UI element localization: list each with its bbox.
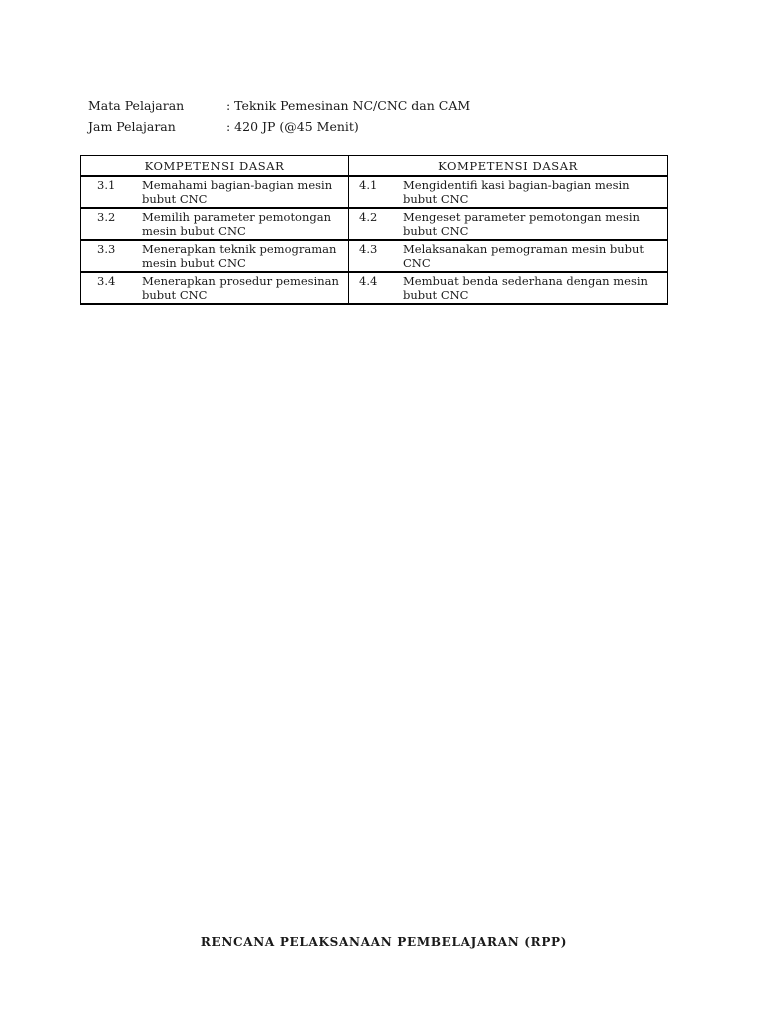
- competency-number: 4.1: [359, 178, 378, 192]
- competency-table: [80, 155, 668, 305]
- table-cell-right: [349, 176, 668, 208]
- competency-text: Memilih parameter pemotongan mesin bubut CNC: [142, 210, 332, 238]
- competency-text: Menerapkan teknik pemograman mesin bubut CNC: [142, 242, 337, 270]
- header-competency-left: KOMPETENSI DASAR: [81, 156, 349, 177]
- table-cell-left: [81, 176, 349, 208]
- competency-number: 3.3: [97, 242, 116, 256]
- table-cell-left: [81, 272, 349, 304]
- meta-subject-label: Mata Pelajaran: [88, 98, 185, 113]
- competency-text: Mengeset parameter pemotongan mesin bubut CNC: [403, 210, 640, 238]
- table-cell-right: [349, 240, 668, 272]
- table-row: [81, 176, 668, 208]
- competency-text: Menerapkan prosedur pemesinan bubut CNC: [142, 274, 339, 302]
- table-row: [81, 208, 668, 240]
- table-row: [81, 272, 668, 304]
- meta-hours-label: Jam Pelajaran: [88, 119, 176, 134]
- competency-text: Membuat benda sederhana dengan mesin bubut CNC: [403, 274, 648, 302]
- competency-text: Memahami bagian-bagian mesin bubut CNC: [142, 178, 333, 206]
- meta-hours-value: : 420 JP (@45 Menit): [226, 119, 359, 134]
- competency-text: Mengidentifi kasi bagian-bagian mesin bubut CNC: [403, 178, 630, 206]
- table-row: [81, 240, 668, 272]
- competency-number: 3.4: [97, 274, 116, 288]
- competency-number: 4.4: [359, 274, 378, 288]
- competency-number: 4.2: [359, 210, 378, 224]
- table-cell-left: [81, 208, 349, 240]
- meta-subject-value: : Teknik Pemesinan NC/CNC dan CAM: [226, 98, 471, 113]
- table-cell-right: [349, 272, 668, 304]
- header-competency-right: KOMPETENSI DASAR: [349, 156, 668, 177]
- document-title: RENCANA PELAKSANAAN PEMBELAJARAN (RPP): [200, 935, 568, 949]
- table-cell-left: [81, 240, 349, 272]
- competency-number: 3.2: [97, 210, 116, 224]
- competency-text: Melaksanakan pemograman mesin bubut CNC: [403, 242, 645, 270]
- competency-number: 3.1: [97, 178, 116, 192]
- table-cell-right: [349, 208, 668, 240]
- table-header-row: [81, 156, 668, 177]
- competency-number: 4.3: [359, 242, 378, 256]
